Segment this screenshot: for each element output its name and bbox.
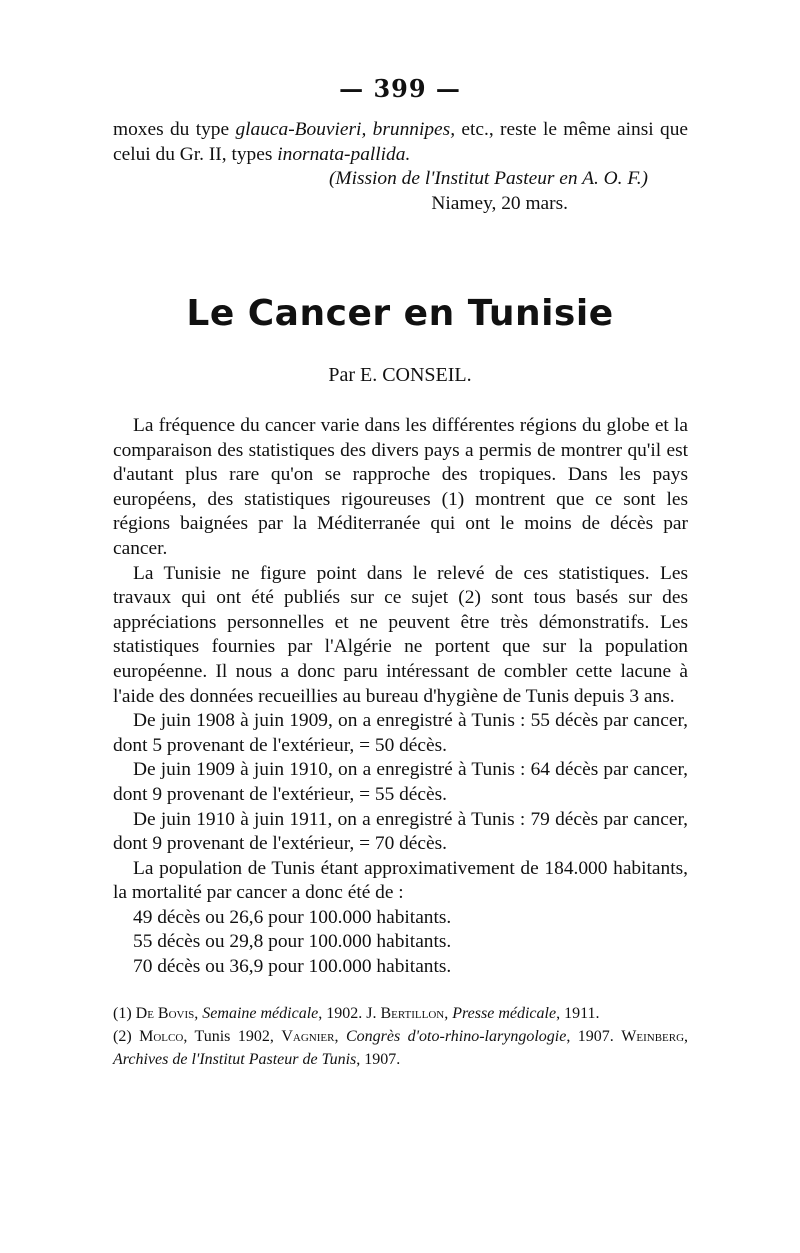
footnote-1-sep-1: ,	[194, 1005, 203, 1022]
footnote-1-author-2: Bertillon	[380, 1005, 445, 1022]
intro-text-a: moxes du type	[113, 119, 236, 140]
footnote-2-author-1: Molco	[139, 1028, 184, 1045]
intro-text-b: etc., reste le même ainsi que celui du Gr. II, types	[113, 119, 688, 165]
paragraph-4: De juin 1909 à juin 1910, on a enregistré à Tunis : 64 décès par cancer, dont 9 provenant de l'extérieur, = 55 décès.	[113, 759, 688, 805]
footnote-2-text-1: , Tunis 1902,	[183, 1028, 282, 1045]
footnote-2-sep-2: ,	[684, 1028, 689, 1045]
footnote-1-marker: (1)	[113, 1005, 136, 1022]
footnote-2-marker: (2)	[113, 1028, 140, 1045]
intro-block	[113, 118, 688, 216]
footnote-1-year-2: , 1911.	[556, 1005, 600, 1022]
page-number: — 399 —	[339, 74, 461, 103]
mission-line: (Mission de l'Institut Pasteur en A. O. F.)	[328, 168, 648, 190]
paragraph-2: La Tunisie ne figure point dans le relevé de ces statistiques. Les travaux qui ont été publiés sur ce sujet (2) sont tous basés sur des appréciations personnelles et ne peuvent être très démonstratifs. Les statistiques fournies par l'Algérie ne portent que sur la population européenne. Il nous a donc paru intéressant de combler cette lacune à l'aide des données recueillies au bureau d'hygiène de Tunis depuis 3 ans.	[113, 562, 688, 707]
place-date: Niamey, 20 mars.	[431, 192, 568, 214]
body-text	[113, 414, 688, 980]
footnotes	[113, 1002, 688, 1071]
footnote-2-author-3: Weinberg	[621, 1028, 685, 1045]
intro-species-a: glauca-Bouvieri, brunnipes,	[235, 119, 456, 140]
footnote-1-journal-1: Semaine médicale	[202, 1005, 319, 1022]
footnote-1-year-1: , 1902. J.	[318, 1005, 381, 1022]
footnote-2-journal-1: Congrès d'oto-rhino-laryngologie	[345, 1028, 567, 1045]
footnote-1-sep-2: ,	[444, 1005, 453, 1022]
footnote-2-year-1: , 1907.	[566, 1028, 622, 1045]
footnote-1-journal-2: Presse médicale	[452, 1005, 557, 1022]
footnote-1-author-1: De Bovis	[135, 1005, 195, 1022]
intro-paragraph	[113, 118, 688, 167]
intro-species-b: inornata-pallida.	[277, 143, 411, 165]
footnote-2-year-2: , 1907.	[356, 1051, 401, 1068]
footnote-2-journal-2: Archives de l'Institut Pasteur de Tunis	[113, 1051, 357, 1068]
paragraph-1: La fréquence du cancer varie dans les différentes régions du globe et la comparaison des statistiques des divers pays a permis de montrer qu'il est d'autant plus rare qu'on se rapproche des tropiques. Dans les pays européens, des statistiques rigoureuses (1) montrent que ce sont les régions baignées par la Méditerranée qui ont le moins de décès par cancer.	[113, 415, 688, 559]
rate-line-1: 49 décès ou 26,6 pour 100.000 habitants.	[133, 906, 452, 928]
paragraph-6: La population de Tunis étant approximativement de 184.000 habitants, la mortalité par cancer a donc été de :	[113, 857, 688, 904]
article-title: Le Cancer en Tunisie	[186, 293, 614, 334]
footnote-2-sep-1: ,	[334, 1028, 346, 1045]
footnote-2	[113, 1025, 688, 1071]
footnote-1	[113, 1002, 688, 1025]
article-author: Par E. CONSEIL.	[328, 364, 472, 386]
paragraph-3: De juin 1908 à juin 1909, on a enregistré à Tunis : 55 décès par cancer, dont 5 provenant de l'extérieur, = 50 décès.	[113, 710, 688, 756]
rate-line-3: 70 décès ou 36,9 pour 100.000 habitants.	[133, 956, 452, 978]
footnote-2-author-2: Vagnier	[281, 1028, 335, 1045]
rate-line-2: 55 décès ou 29,8 pour 100.000 habitants.	[133, 931, 452, 953]
paragraph-5: De juin 1910 à juin 1911, on a enregistré à Tunis : 79 décès par cancer, dont 9 provenant de l'extérieur, = 70 décès.	[113, 808, 688, 855]
